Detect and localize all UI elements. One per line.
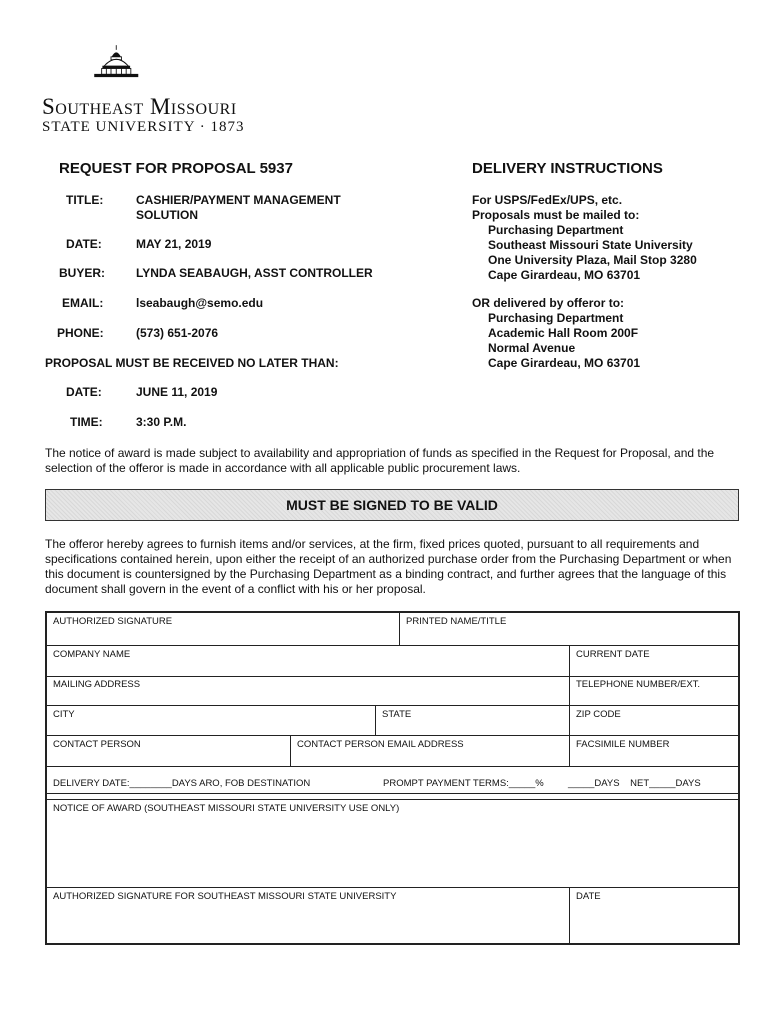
title-value: CASHIER/PAYMENT MANAGEMENT SOLUTION xyxy=(136,193,341,222)
printed-name-title-field[interactable]: PRINTED NAME/TITLE xyxy=(406,616,507,627)
mail-address-line: Cape Girardeau, MO 63701 xyxy=(488,268,641,282)
email-label: EMAIL: xyxy=(62,296,104,310)
days-net-field[interactable]: _____DAYS NET_____DAYS xyxy=(568,778,701,789)
date-label: DATE: xyxy=(66,237,102,251)
deadline-date-label: DATE: xyxy=(66,385,102,399)
zip-code-field[interactable]: ZIP CODE xyxy=(576,709,621,720)
current-date-field[interactable]: CURRENT DATE xyxy=(576,649,650,660)
mailing-address-field[interactable]: MAILING ADDRESS xyxy=(53,679,141,690)
offeror-address-line: Purchasing Department xyxy=(488,311,624,325)
phone-value: (573) 651-2076 xyxy=(136,326,219,340)
university-dome-logo xyxy=(40,44,280,100)
mail-intro-1: For USPS/FedEx/UPS, etc. xyxy=(472,193,623,207)
title-label: TITLE: xyxy=(66,193,104,207)
fax-number-field[interactable]: FACSIMILE NUMBER xyxy=(576,739,670,750)
semo-signature-field: AUTHORIZED SIGNATURE FOR SOUTHEAST MISSOURI STATE UNIVERSITY xyxy=(53,891,397,902)
semo-date-field: DATE xyxy=(576,891,601,902)
authorized-signature-field[interactable]: AUTHORIZED SIGNATURE xyxy=(53,616,173,627)
offeror-address-line: Academic Hall Room 200F xyxy=(488,326,639,340)
banner-text: MUST BE SIGNED TO BE VALID xyxy=(286,497,498,513)
mail-address-line: One University Plaza, Mail Stop 3280 xyxy=(488,253,697,267)
payment-terms-field[interactable]: PROMPT PAYMENT TERMS:_____% xyxy=(383,778,544,789)
deadline-time-value: 3:30 P.M. xyxy=(136,415,187,429)
buyer-value: LYNDA SEABAUGH, ASST CONTROLLER xyxy=(136,266,373,280)
phone-label: PHONE: xyxy=(57,326,104,340)
email-value: lseabaugh@semo.edu xyxy=(136,296,264,310)
telephone-field[interactable]: TELEPHONE NUMBER/EXT. xyxy=(576,679,701,690)
delivery-date-field[interactable]: DELIVERY DATE:________DAYS ARO, FOB DESTINATION xyxy=(53,778,311,789)
mail-address-line: Purchasing Department xyxy=(488,223,624,237)
university-subtitle: STATE UNIVERSITY · 1873 xyxy=(42,119,245,135)
must-sign-banner xyxy=(45,489,739,521)
state-field[interactable]: STATE xyxy=(382,709,412,720)
mail-intro-2: Proposals must be mailed to: xyxy=(472,208,640,222)
delivery-offeror-block xyxy=(472,296,640,371)
university-name: Southeast Missouri xyxy=(42,94,237,119)
company-name-field[interactable]: COMPANY NAME xyxy=(53,649,131,660)
offeror-address-line: Cape Girardeau, MO 63701 xyxy=(488,356,641,370)
deadline-time-label: TIME: xyxy=(70,415,103,429)
deadline-date-value: JUNE 11, 2019 xyxy=(136,385,218,399)
offeror-address-line: Normal Avenue xyxy=(488,341,576,355)
notice-paragraph: The notice of award is made subject to availability and appropriation of funds as specified in the Request for Proposal, and the selection of the offeror is made in accordance with all applicable public procurement laws. xyxy=(45,446,715,475)
contact-person-field[interactable]: CONTACT PERSON xyxy=(53,739,141,750)
agreement-paragraph: The offeror hereby agrees to furnish items and/or services, at the firm, fixed prices quoted, pursuant to all requirements and specifications contained herein, upon either the receipt of an authorized purchase order from the Purchasing Department or when this document is countersigned by the Purchasing Department as a binding contract, and further agrees that the language of this document shall govern in the event of a conflict with his or her proposal. xyxy=(45,537,732,596)
delivery-title: DELIVERY INSTRUCTIONS xyxy=(472,160,663,177)
buyer-label: BUYER: xyxy=(59,266,106,280)
contact-email-field[interactable]: CONTACT PERSON EMAIL ADDRESS xyxy=(297,739,464,750)
date-value: MAY 21, 2019 xyxy=(136,237,212,251)
city-field[interactable]: CITY xyxy=(53,709,75,720)
offeror-intro: OR delivered by offeror to: xyxy=(472,296,625,310)
deadline-heading: PROPOSAL MUST BE RECEIVED NO LATER THAN: xyxy=(45,356,339,370)
rfp-title: REQUEST FOR PROPOSAL 5937 xyxy=(59,160,293,177)
notice-of-award-field: NOTICE OF AWARD (SOUTHEAST MISSOURI STATE UNIVERSITY USE ONLY) xyxy=(53,803,400,814)
mail-address-line: Southeast Missouri State University xyxy=(488,238,693,252)
offeror-signature-form xyxy=(45,611,740,945)
delivery-mail-block xyxy=(472,193,697,283)
